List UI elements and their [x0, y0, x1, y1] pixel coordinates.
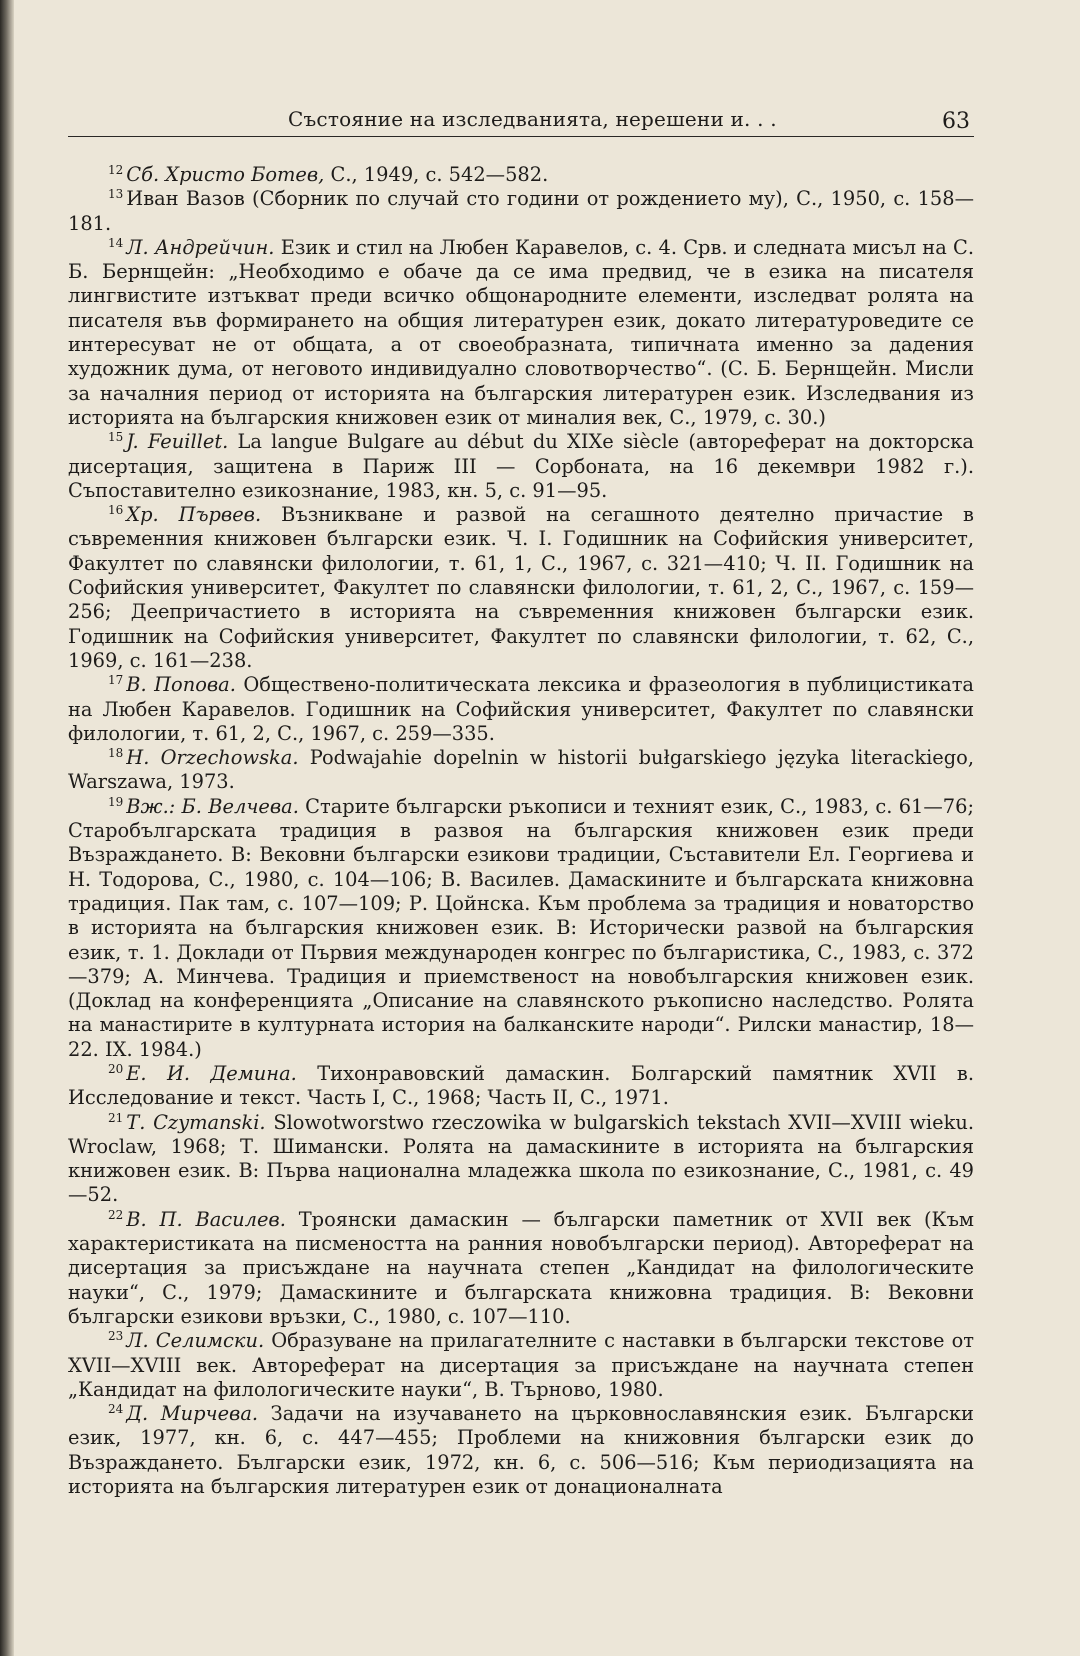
footnote-number: 22: [108, 1207, 124, 1222]
footnote-author: Д. Мирчева.: [126, 1402, 259, 1426]
footnote-author: Т. Czymanski.: [126, 1110, 266, 1134]
footnote-author: В. П. Василев.: [126, 1207, 286, 1231]
footnote-number: 13: [108, 187, 124, 202]
footnote-23: [68, 1329, 974, 1402]
footnote-19: [68, 795, 974, 1062]
running-title: Състояние на изследванията, нерешени и. . .: [288, 107, 777, 131]
footnote-author: J. Feuillet.: [126, 430, 229, 454]
footnote-text: Троянски дамаскин — български паметник от XVII век (Към характеристиката на писмеността на ранния новобългарски период). Автореферат на дисертация за присъждане на научната степен „Кандидат на филологическите науки“, С., 1979; Дамаскините и българската книжовна традиция. В: Вековни български езикови връзки, С., 1980, с. 107—110.: [68, 1207, 974, 1328]
footnote-text: Тихонравовский дамаскин. Болгарский памятник XVII в. Исследование и текст. Часть I, С., 1968; Часть II, С., 1971.: [68, 1061, 974, 1110]
footnote-number: 24: [108, 1402, 124, 1417]
footnotes: [68, 163, 974, 1499]
footnote-text: Език и стил на Любен Каравелов, с. 4. Срв. и следната мисъл на С. Б. Бернщейн: „Необходимо е обаче да се има предвид, че в езика на писателя лингвистите изтъкват преди всичко общонародните елементи, изследват ролята на писателя във формирането на общия литературен език, докато литературоведите се интересуват не от общата, а от своеобразната, типичната именно за дадения художник дума, от неговото индивидуално словотворчество“. (С. Б. Бернщейн. Мисли за началния период от историята на българския литературен език. Изследвания из историята на българския книжовен език от миналия век, С., 1979, с. 30.): [68, 235, 974, 429]
footnote-author: Вж.: Б. Велчева.: [126, 794, 299, 818]
footnote-author: Л. Андрейчин.: [126, 235, 275, 259]
footnote-21: [68, 1111, 974, 1208]
footnote-text: Podwajahie dopelnin w historii bułgarskiego języka literackiego, Warszawa, 1973.: [68, 746, 974, 794]
footnote-13: [68, 187, 974, 236]
footnote-text: Образуване на прилагателните с наставки в български текстове от XVII—XVIII век. Автореферат на дисертация за присъждане на научната степен „Кандидат на филологическите науки“, В. Търново, 1980.: [68, 1329, 974, 1401]
footnote-number: 21: [108, 1110, 124, 1125]
footnote-text: С., 1949, с. 542—582.: [330, 163, 549, 186]
footnote-author: H. Orzechowska.: [126, 746, 299, 770]
footnote-text: Старите български ръкописи и техният език, С., 1983, с. 61—76; Старобългарската традиция в развоя на българския книжовен език преди Възраждането. В: Вековни български езикови традиции, Съставители Ел. Георгиева и Н. Тодорова, С., 1980, с. 104—106; В. Василев. Дамаскините и българската книжовна традиция. Пак там, с. 107—109; Р. Цойнска. Към проблема за традиция и новаторство в историята на българския книжовен език. В: Исторически развой на българския език, т. 1. Доклади от Първия международен конгрес по българистика, С., 1983, с. 372—379; А. Минчева. Традиция и приемственост на новобългарския книжовен език. (Доклад на конференцията „Описание на славянското ръкописно наследство. Ролята на манастирите в културната история на балканските народи“. Рилски манастир, 18—22. IX. 1984.): [68, 794, 974, 1061]
footnote-number: 18: [108, 746, 124, 761]
footnote-number: 20: [108, 1061, 124, 1076]
page-header: [68, 92, 974, 137]
footnote-14: [68, 236, 974, 430]
footnote-author: Сб. Христо Ботев,: [126, 163, 325, 186]
footnote-number: 16: [108, 503, 124, 518]
footnote-number: 19: [108, 794, 124, 809]
footnote-15: [68, 430, 974, 503]
footnote-22: [68, 1208, 974, 1329]
footnote-author: В. Попова.: [126, 673, 236, 697]
footnote-text: La langue Bulgare au début du XIXe siècle (автореферат на докторска дисертация, защитена в Париж III — Сорбоната, на 16 декември 1982 г.). Съпоставително езикознание, 1983, кн. 5, с. 91—95.: [68, 430, 974, 502]
footnote-16: [68, 503, 974, 673]
footnote-17: [68, 673, 974, 746]
footnote-18: [68, 746, 974, 795]
page: [68, 92, 974, 1499]
footnote-number: 12: [108, 163, 124, 177]
footnote-text: Възникване и развой на сегашното деятелно причастие в съвременния книжовен български език. Ч. I. Годишник на Софийския университет, Факултет по славянски филологии, т. 61, 1, С., 1967, с. 321—410; Ч. II. Годишник на Софийския университет, Факултет по славянски филологии, т. 61, 2, С., 1967, с. 159—256; Деепричастието в историята на съвременния книжовен български език. Годишник на Софийския университет, Факултет по славянски филологии, т. 62, С., 1969, с. 161—238.: [68, 503, 974, 672]
footnote-number: 17: [108, 673, 124, 688]
footnote-number: 14: [108, 235, 124, 250]
footnote-author: Л. Селимски.: [126, 1329, 265, 1353]
footnote-author: Хр. Първев.: [126, 503, 262, 527]
footnote-number: 15: [108, 430, 124, 445]
footnote-text: Обществено-политическата лексика и фразеология в публицистиката на Любен Каравелов. Годишник на Софийския университет, Факултет по славянски филологии, т. 61, 2, С., 1967, с. 259—335.: [68, 673, 974, 745]
footnote-24: [68, 1402, 974, 1499]
footnote-12: [68, 163, 974, 187]
page-number: 63: [942, 109, 970, 134]
footnote-text: Иван Вазов (Сборник по случай сто години от рождението му), С., 1950, с. 158—181.: [68, 187, 974, 235]
footnote-number: 23: [108, 1329, 124, 1344]
footnote-author: Е. И. Демина.: [126, 1061, 297, 1085]
footnote-20: [68, 1062, 974, 1111]
book-spine-shadow: [0, 0, 14, 1656]
footnote-text: Задачи на изучаването на църковнославянския език. Български език, 1977, кн. 6, с. 447—455; Проблеми на книжовния български език до Възраждането. Български език, 1972, кн. 6, с. 506—516; Към периодизацията на историята на българския литературен език от донационалната: [68, 1402, 974, 1499]
footnote-text: Slowotworstwo rzeczowika w bulgarskich tekstach XVII—XVIII wieku. Wroclaw, 1968; Т. Шимански. Ролята на дамаскините в историята на българския книжовен език. В: Първа национална младежка школа по езикознание, С., 1981, с. 49—52.: [68, 1110, 974, 1207]
